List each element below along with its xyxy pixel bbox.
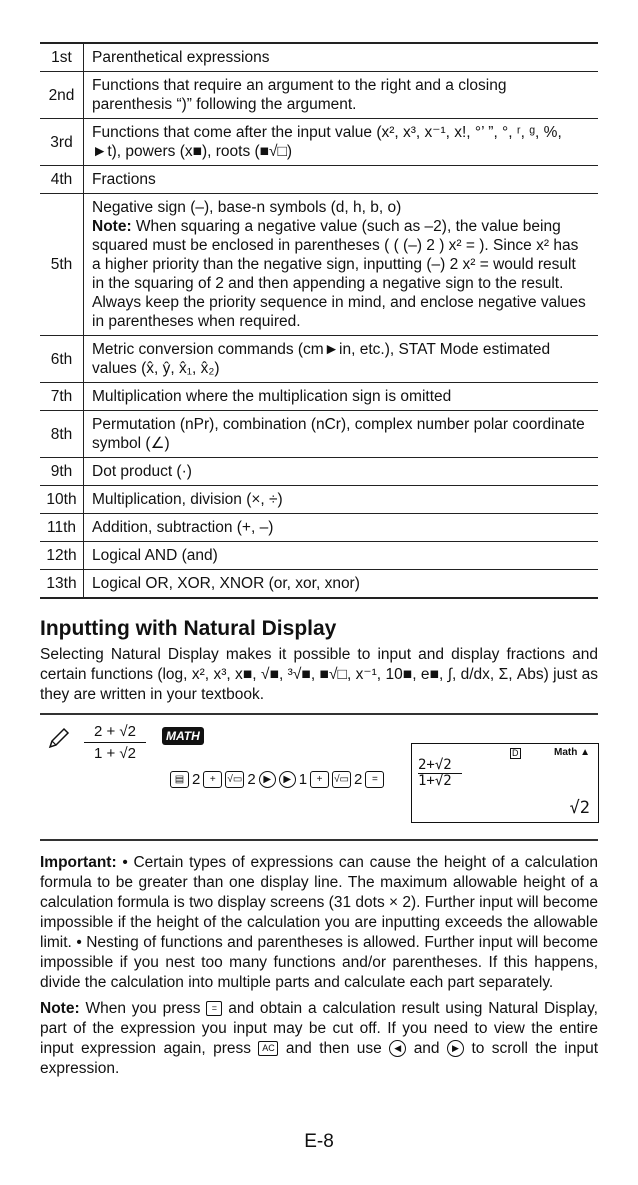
priority-rank: 6th xyxy=(40,336,84,383)
priority-description xyxy=(84,119,599,166)
priority-desc-text: Metric conversion commands (cm►in, etc.), STAT Mode estimated values (x̂, ŷ, x̂₁, x̂₂) xyxy=(92,341,551,377)
priority-desc-text: Negative sign (–), base-n symbols (d, h, b, o) xyxy=(92,199,402,216)
priority-row xyxy=(40,336,598,383)
priority-desc-text: Parenthetical expressions xyxy=(92,49,270,66)
priority-row xyxy=(40,194,598,336)
priority-rank: 8th xyxy=(40,411,84,458)
screen-denominator: 1+√2 xyxy=(418,773,452,789)
priority-description xyxy=(84,72,599,119)
note-label: Note: xyxy=(40,1000,80,1017)
priority-desc-text: Multiplication where the multiplication sign is omitted xyxy=(92,388,452,405)
priority-rank: 13th xyxy=(40,570,84,599)
key-digit: 2 xyxy=(192,771,201,788)
important-text: • Certain types of expressions can cause the height of a calculation formula to be greater than one display line. The maximum allowable height of a calculation formula is two display screens (31 dots × 2). Further input will become impossible if the height of the calculation you are inputting exceeds the allowable limit. • Nesting of functions and parentheses is allowed. Further input will become impossible if you nest too many functions and/or parentheses. If this happens, divide the calculation into multiple parts and calculate each part separately. xyxy=(40,854,598,991)
key-button-icon: ▶ xyxy=(259,771,276,788)
natural-display-example xyxy=(40,713,598,841)
example-fraction xyxy=(84,723,146,762)
priority-description xyxy=(84,166,599,194)
priority-description xyxy=(84,43,599,72)
priority-note-label: Note: xyxy=(92,218,132,235)
key-button-icon: + xyxy=(203,771,222,788)
degree-indicator: D xyxy=(512,748,519,758)
key-sequence xyxy=(170,771,384,788)
right-arrow-key-icon: ▶ xyxy=(447,1040,464,1057)
important-label: Important: xyxy=(40,854,117,871)
priority-rank: 2nd xyxy=(40,72,84,119)
left-arrow-key-icon: ◀ xyxy=(389,1040,406,1057)
priority-desc-text: Functions that require an argument to the right and a closing parenthesis “)” following the argument. xyxy=(92,77,507,113)
note-text-5: to scroll the input expression. xyxy=(40,1040,599,1077)
key-button-icon: √▭ xyxy=(332,771,351,788)
key-digit: 2 xyxy=(247,771,256,788)
priority-description xyxy=(84,194,599,336)
priority-row xyxy=(40,514,598,542)
section-intro: Selecting Natural Display makes it possible to input and display fractions and certain functions (log, x², x³, x■, √■, ³√■, ■√□, x⁻¹, 10■, e■, ∫, d/dx, Σ, Abs) just as they are written in your textbook. xyxy=(40,646,598,703)
key-button-icon: = xyxy=(365,771,384,788)
priority-row xyxy=(40,458,598,486)
screen-expression xyxy=(418,758,462,789)
priority-row xyxy=(40,72,598,119)
priority-desc-text: Permutation (nPr), combination (nCr), complex number polar coordinate symbol (∠) xyxy=(92,416,585,452)
ac-key-icon: AC xyxy=(258,1041,278,1056)
priority-rank: 7th xyxy=(40,383,84,411)
priority-row xyxy=(40,43,598,72)
page-number: E-8 xyxy=(304,1131,334,1152)
priority-desc-text: Multiplication, division (×, ÷) xyxy=(92,491,283,508)
priority-desc-text: Functions that come after the input value (x², x³, x⁻¹, x!, °’ ”, °, ʳ, ᵍ, %, ►t), powers (x■), roots (■√□) xyxy=(92,124,562,160)
fraction-bar xyxy=(84,742,146,743)
priority-description xyxy=(84,486,599,514)
priority-description xyxy=(84,336,599,383)
priority-desc-text: Dot product (·) xyxy=(92,463,192,480)
screen-numerator: 2+√2 xyxy=(418,757,452,773)
key-button-icon: ▶ xyxy=(279,771,296,788)
priority-description xyxy=(84,458,599,486)
pencil-icon xyxy=(46,725,72,756)
note-text-1: When you press xyxy=(79,1000,207,1017)
key-button-icon: ▤ xyxy=(170,771,189,788)
manual-page xyxy=(40,42,598,1079)
important-paragraph xyxy=(40,853,598,993)
priority-desc-text: Addition, subtraction (+, –) xyxy=(92,519,274,536)
priority-rank: 3rd xyxy=(40,119,84,166)
priority-rank: 1st xyxy=(40,43,84,72)
math-mode-badge: MATH xyxy=(162,727,204,745)
note-text-2: and obtain a calculation result using Natural Display, part of the expression you input may be cut off. If you need to view the entire input expression again, press xyxy=(40,1000,598,1057)
calculator-screen xyxy=(411,743,599,823)
key-digit: 2 xyxy=(354,771,363,788)
equals-key-icon: = xyxy=(206,1001,222,1016)
priority-description xyxy=(84,570,599,599)
key-button-icon: √▭ xyxy=(225,771,244,788)
key-digit: 1 xyxy=(298,771,308,788)
note-text-3: and then use xyxy=(278,1040,390,1057)
priority-desc-text: Logical OR, XOR, XNOR (or, xor, xnor) xyxy=(92,575,360,592)
section-title: Inputting with Natural Display xyxy=(40,617,337,640)
priority-description xyxy=(84,383,599,411)
note-paragraph xyxy=(40,999,598,1079)
priority-desc-text: Fractions xyxy=(92,171,156,188)
priority-table xyxy=(40,42,598,599)
fraction-numerator: 2 + √2 xyxy=(93,723,136,740)
priority-row xyxy=(40,383,598,411)
priority-row xyxy=(40,119,598,166)
priority-note-text: When squaring a negative value (such as –2), the value being squared must be enclosed in parentheses ( ( (–) 2 ) x² = ). Since x² has a higher priority than the negative sign, inputting (–) 2 x² = would result in the squaring of 2 and then appending a negative sign to the result. Always keep the priority sequence in mind, and enclose negative values in parentheses when required. xyxy=(92,218,586,330)
priority-desc-text: Logical AND (and) xyxy=(92,547,218,564)
priority-row xyxy=(40,570,598,599)
fraction-denominator: 1 + √2 xyxy=(93,745,136,762)
priority-rank: 10th xyxy=(40,486,84,514)
priority-description xyxy=(84,542,599,570)
priority-description xyxy=(84,411,599,458)
priority-rank: 9th xyxy=(40,458,84,486)
screen-result: √2 xyxy=(569,798,590,818)
priority-rank: 11th xyxy=(40,514,84,542)
math-indicator: Math ▲ xyxy=(553,747,590,758)
priority-rank: 4th xyxy=(40,166,84,194)
priority-row xyxy=(40,411,598,458)
note-text-4: and xyxy=(406,1040,447,1057)
priority-description xyxy=(84,514,599,542)
priority-row xyxy=(40,542,598,570)
priority-rank: 5th xyxy=(40,194,84,336)
key-button-icon: + xyxy=(310,771,329,788)
priority-row xyxy=(40,166,598,194)
priority-row xyxy=(40,486,598,514)
priority-rank: 12th xyxy=(40,542,84,570)
